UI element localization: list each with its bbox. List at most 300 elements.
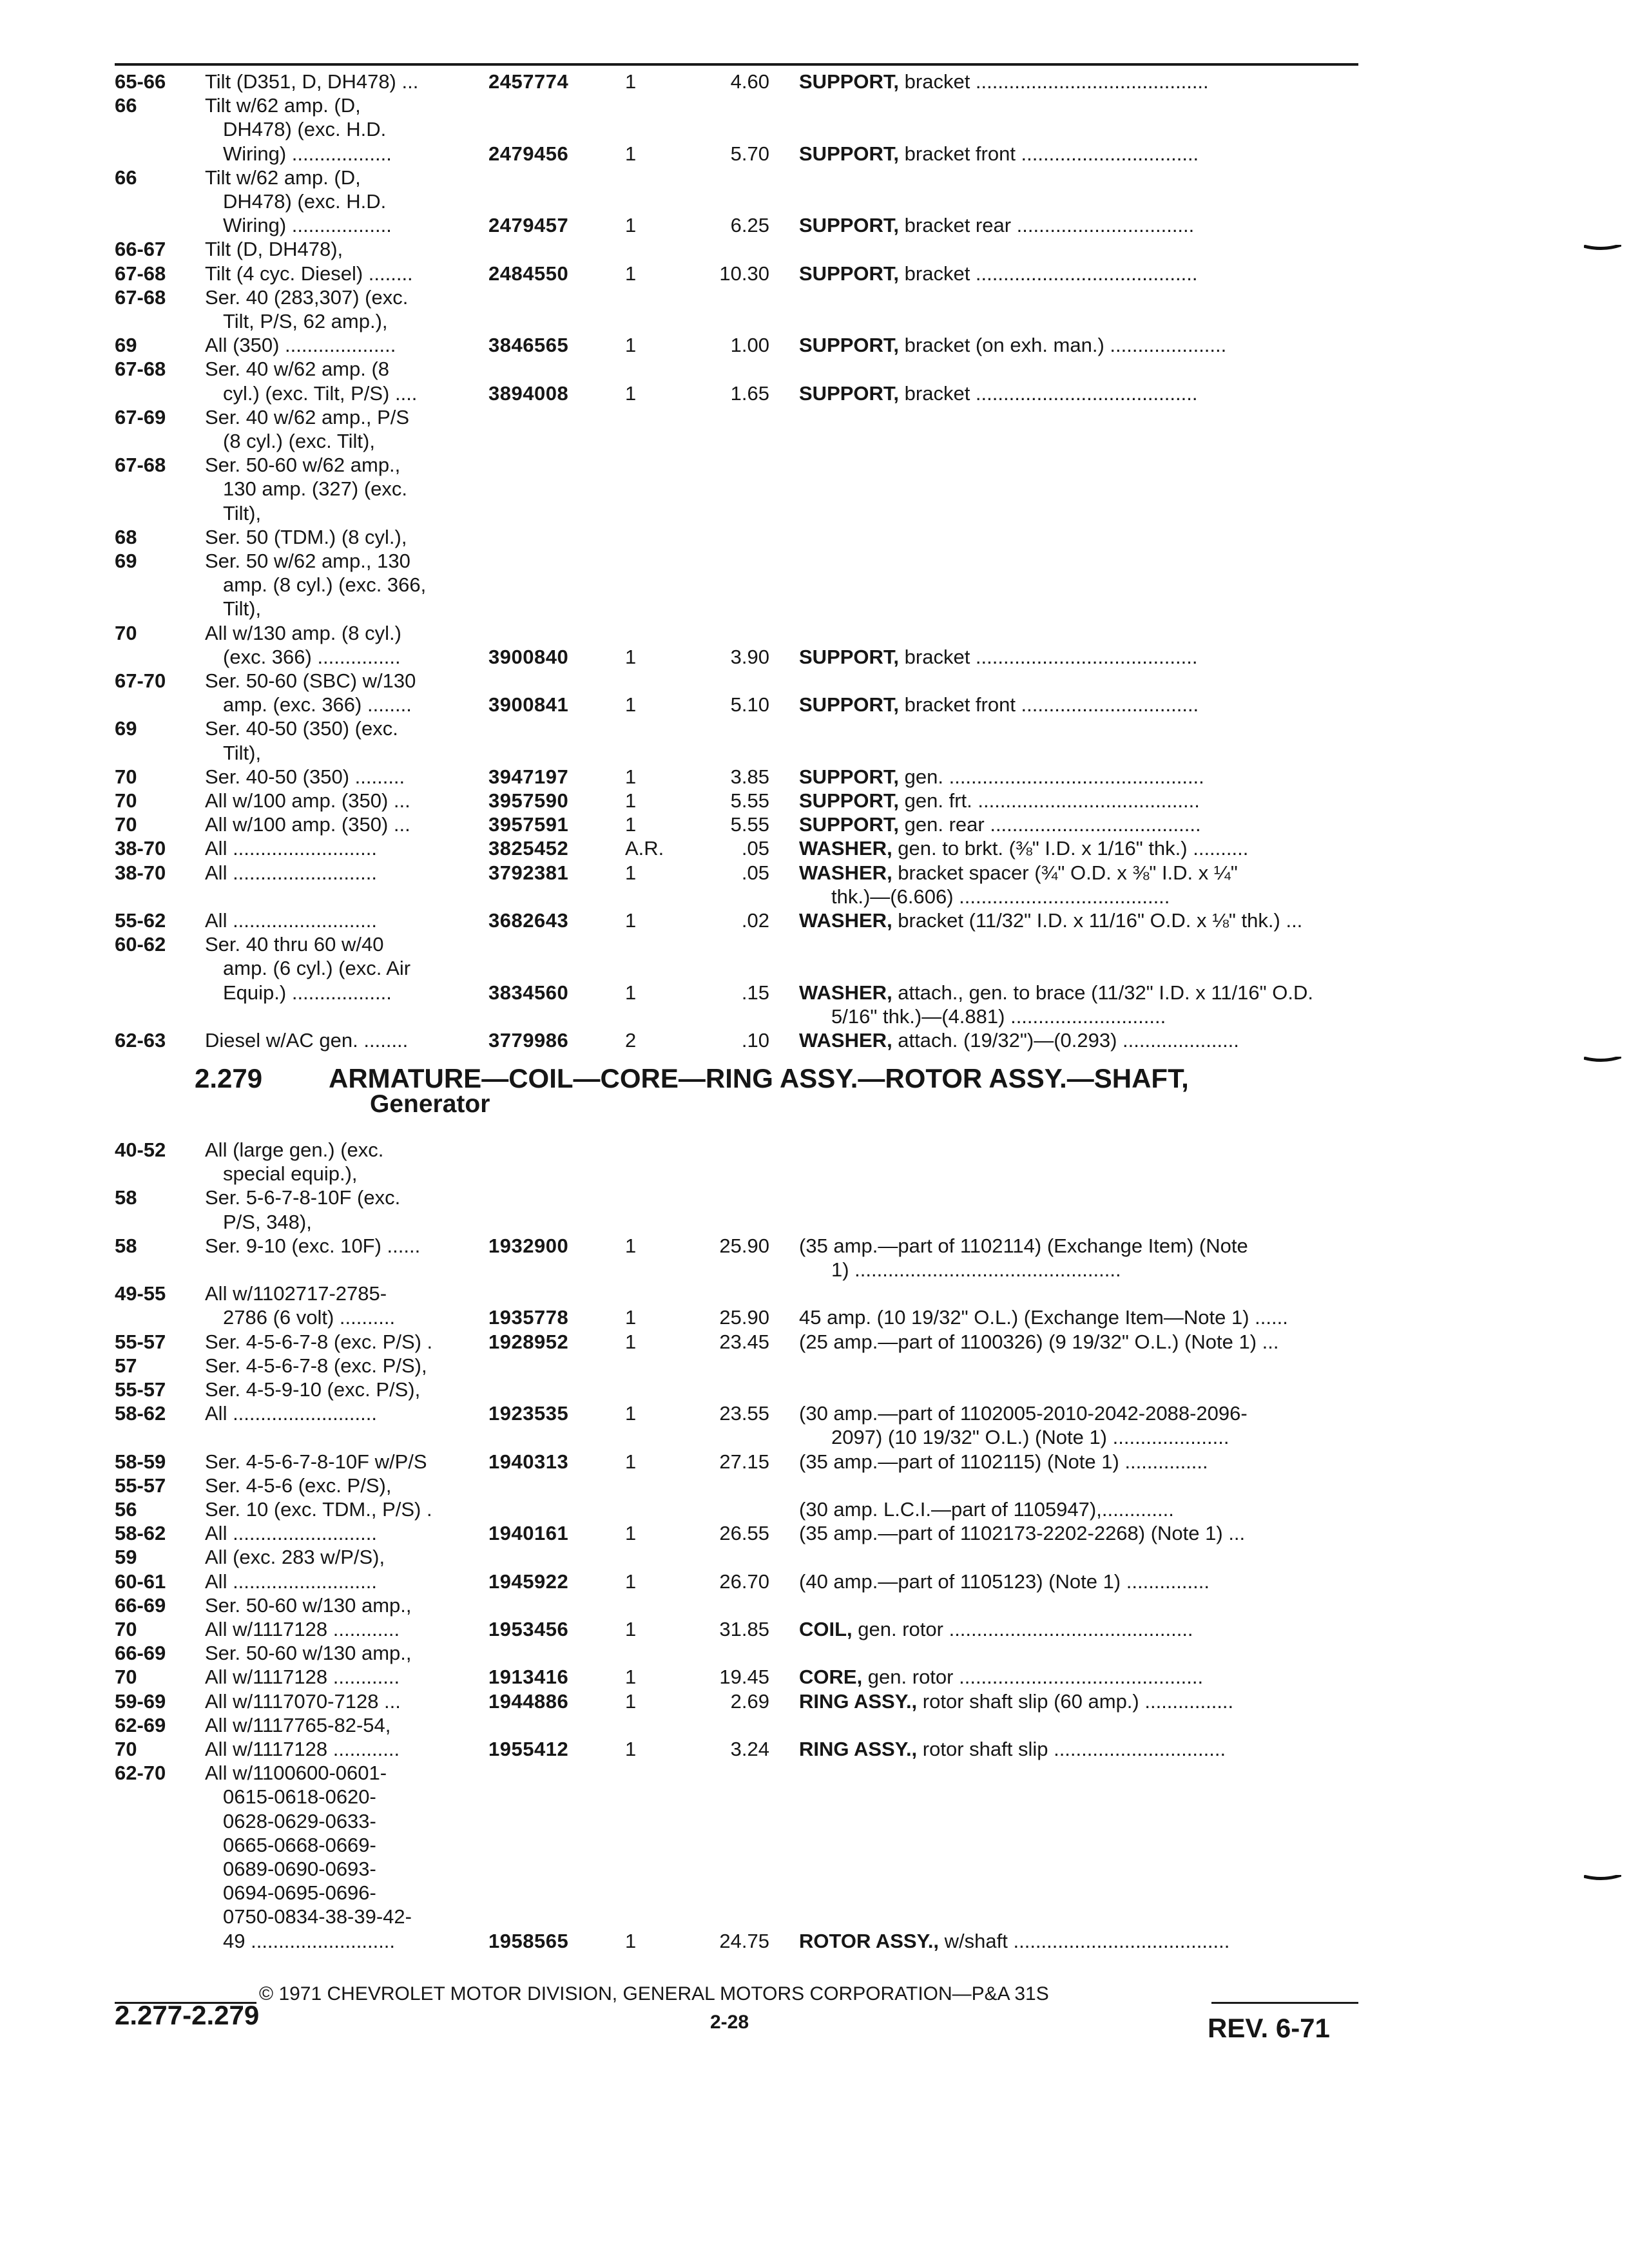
application: All (350) .................... [205,334,396,357]
part-number: 3792381 [488,861,569,884]
catalog-row [0,238,1629,260]
application: Ser. 40-50 (350) (exc. [205,717,398,740]
part-name: ROTOR ASSY., [799,1929,940,1952]
catalog-row [0,167,1629,189]
footer-section-range: 2.277-2.279 [115,2000,260,2030]
catalog-row [0,1523,1629,1544]
catalog-row [0,646,1629,668]
catalog-row [0,119,1629,140]
part-name: SUPPORT, [799,262,900,285]
list-price: 6.25 [730,214,769,237]
list-price: .05 [741,861,769,884]
catalog-row [0,598,1629,620]
catalog-row [0,1691,1629,1713]
application: Ser. 4-5-6-7-8 (exc. P/S) . [205,1330,433,1353]
part-description: gen. to brkt. (⅜" I.D. x 1/16" thk.) .......... [892,837,1249,860]
application: Ser. 50 w/62 amp., 130 [205,550,410,572]
catalog-row [0,191,1629,213]
part-number: 3957590 [488,789,569,812]
part-description: 2097) (10 19/32" O.L.) (Note 1) ..................... [831,1426,1229,1449]
application: special equip.), [223,1162,358,1186]
quantity: A.R. [625,837,664,860]
model-years: 62-70 [115,1762,166,1785]
model-years: 70 [115,765,137,788]
part-name: SUPPORT, [799,645,900,668]
part-name: WASHER, [799,861,892,884]
part-description: 5/16" thk.)—(4.881) ............................ [831,1004,1166,1028]
application: 49 .......................... [223,1929,396,1952]
footer-rule-right [1211,2002,1358,2004]
application: All w/130 amp. (8 cyl.) [205,621,401,644]
model-years: 58-62 [115,1402,166,1425]
list-price: .05 [741,837,769,860]
application: 2786 (6 volt) .......... [223,1306,396,1329]
part-description: bracket (11/32" I.D. x 11/16" O.D. x ⅛" thk.) ... [892,909,1303,932]
application: Equip.) .................. [223,981,392,1004]
catalog-row [0,1930,1629,1952]
application: DH478) (exc. H.D. [223,190,387,213]
application: 0694-0695-0696- [223,1881,376,1905]
quantity: 1 [625,1522,637,1545]
part-description: (35 amp.—part of 1102173-2202-2268) (Note 1) ... [799,1522,1246,1545]
description [799,814,1201,836]
part-number: 2457774 [488,70,569,93]
part-description: (40 amp.—part of 1105123) (Note 1) ............... [799,1570,1210,1593]
footer-copyright: © 1971 CHEVROLET MOTOR DIVISION, GENERAL MOTORS CORPORATION—P&A 31S [259,1983,1049,2004]
catalog-row [0,742,1629,764]
description [831,1259,1121,1281]
list-price: 25.90 [719,1306,769,1329]
application: Ser. 50-60 w/62 amp., [205,454,401,477]
part-description: bracket spacer (¾" O.D. x ⅜" I.D. x ¼" [892,861,1238,884]
part-description: bracket front ................................ [899,693,1199,716]
description [799,71,1209,93]
part-number: 3900840 [488,645,569,668]
model-years: 38-70 [115,837,166,860]
catalog-row [0,1475,1629,1497]
list-price: 25.90 [719,1234,769,1257]
part-description: gen. .............................................. [899,765,1204,788]
part-number: 1940161 [488,1522,569,1545]
catalog-row [0,407,1629,428]
model-years: 67-69 [115,405,166,428]
footer-page-number: 2-28 [710,2012,749,2033]
list-price: 5.70 [730,142,769,165]
part-name: SUPPORT, [799,789,900,812]
application: Tilt w/62 amp. (D, [205,166,361,189]
quantity: 1 [625,70,637,93]
part-number: 1945922 [488,1570,569,1593]
application: amp. (8 cyl.) (exc. 366, [223,573,427,597]
application: 0615-0618-0620- [223,1785,376,1809]
catalog-row [0,215,1629,236]
application: All w/100 amp. (350) ... [205,789,410,812]
part-number: 1935778 [488,1306,569,1329]
catalog-row [0,334,1629,356]
application: Ser. 40 (283,307) (exc. [205,285,409,309]
description [799,790,1200,812]
catalog-row [0,1427,1629,1448]
part-name: RING ASSY., [799,1738,918,1760]
catalog-row [0,1139,1629,1161]
quantity: 1 [625,1402,637,1425]
application: Wiring) .................. [223,214,392,237]
description [799,1499,1174,1521]
application: 130 amp. (327) (exc. [223,477,408,501]
model-years: 40-52 [115,1139,166,1161]
quantity: 1 [625,1738,637,1760]
quantity: 1 [625,214,637,237]
catalog-row [0,263,1629,285]
catalog-row [0,1379,1629,1401]
application: Tilt (4 cyc. Diesel) ........ [205,262,413,285]
part-description: 1) ................................................ [831,1258,1121,1281]
catalog-row [0,1283,1629,1305]
catalog-row [0,838,1629,860]
description [831,886,1170,908]
model-years: 69 [115,717,137,740]
model-years: 55-62 [115,909,166,932]
list-price: 24.75 [719,1929,769,1952]
application: Ser. 50-60 w/130 amp., [205,1642,412,1665]
model-years: 55-57 [115,1330,166,1353]
catalog-row [0,1546,1629,1568]
catalog-row [0,287,1629,309]
application: DH478) (exc. H.D. [223,118,387,141]
catalog-row [0,1331,1629,1353]
quantity: 1 [625,1929,637,1952]
application: amp. (exc. 366) ........ [223,693,412,716]
description [799,1930,1229,1952]
catalog-row [0,1858,1629,1880]
catalog-row [0,550,1629,572]
part-name: SUPPORT, [799,334,900,357]
list-price: 26.70 [719,1570,769,1593]
application: 0750-0834-38-39-42- [223,1905,412,1928]
catalog-row [0,311,1629,332]
part-description: bracket rear ................................ [899,214,1195,237]
application: All w/1117128 ............ [205,1666,400,1689]
part-name: SUPPORT, [799,214,900,237]
description [831,1006,1166,1028]
description [799,1403,1248,1425]
catalog-row [0,1235,1629,1257]
catalog-row [0,503,1629,524]
part-name: CORE, [799,1666,863,1689]
catalog-row [0,886,1629,908]
catalog-row [0,478,1629,500]
catalog-row [0,814,1629,836]
model-years: 70 [115,1666,137,1689]
part-description: (30 amp.—part of 1102005-2010-2042-2088-2096- [799,1402,1248,1425]
quantity: 1 [625,1450,637,1473]
description [799,1691,1233,1713]
model-years: 70 [115,1738,137,1760]
catalog-row [0,358,1629,380]
part-description: bracket ........................................ [899,262,1198,285]
part-name: SUPPORT, [799,693,900,716]
part-description: (25 amp.—part of 1100326) (9 19/32" O.L.) (Note 1) ... [799,1330,1279,1353]
catalog-row [0,1307,1629,1329]
part-name: SUPPORT, [799,813,900,836]
application: Ser. 4-5-6-7-8-10F w/P/S [205,1450,427,1473]
part-number: 1953456 [488,1618,569,1640]
part-number: 1928952 [488,1330,569,1353]
part-description: bracket ........................................ [899,381,1198,405]
description [799,215,1194,236]
list-price: 3.85 [730,765,769,788]
quantity: 1 [625,693,637,716]
application: Ser. 4-5-6-7-8 (exc. P/S), [205,1354,427,1377]
catalog-row [0,1030,1629,1052]
list-price: 3.90 [730,645,769,668]
list-price: 10.30 [719,262,769,285]
description [799,646,1197,668]
part-number: 3894008 [488,381,569,405]
catalog-row [0,430,1629,452]
model-years: 58 [115,1234,137,1257]
quantity: 1 [625,813,637,836]
quantity: 1 [625,861,637,884]
application: All .......................... [205,1570,377,1593]
application: Tilt), [223,501,262,524]
application: All .......................... [205,1522,377,1545]
description [799,694,1199,716]
part-name: RING ASSY., [799,1689,918,1713]
catalog-row [0,1882,1629,1904]
application: All w/1100600-0601- [205,1762,387,1785]
application: Tilt w/62 amp. (D, [205,94,361,117]
description [799,1571,1210,1593]
part-name: SUPPORT, [799,142,900,165]
model-years: 62-69 [115,1713,166,1736]
catalog-row [0,1762,1629,1784]
application: All w/1102717-2785- [205,1282,387,1305]
catalog-row [0,454,1629,476]
description [799,383,1197,405]
catalog-row [0,526,1629,548]
part-description: gen. rotor ............................................ [862,1666,1204,1689]
list-price: 23.45 [719,1330,769,1353]
description [799,766,1204,788]
part-number: 3846565 [488,334,569,357]
description [799,1451,1208,1473]
part-number: 1958565 [488,1929,569,1952]
part-description: 45 amp. (10 19/32" O.L.) (Exchange Item—Note 1) ...... [799,1306,1288,1329]
list-price: .02 [741,909,769,932]
part-name: SUPPORT, [799,765,900,788]
application: 0628-0629-0633- [223,1809,376,1832]
application: All (large gen.) (exc. [205,1139,384,1161]
catalog-row [0,143,1629,165]
list-price: 31.85 [719,1618,769,1640]
application: Tilt), [223,741,262,764]
model-years: 38-70 [115,861,166,884]
list-price: 4.60 [730,70,769,93]
part-description: gen. frt. ........................................ [899,789,1200,812]
part-number: 1955412 [488,1738,569,1760]
catalog-row [0,982,1629,1004]
application: (exc. 366) ............... [223,645,401,668]
list-price: .15 [741,981,769,1004]
catalog-row [0,1811,1629,1832]
application: Ser. 4-5-9-10 (exc. P/S), [205,1378,421,1401]
part-number: 3779986 [488,1029,569,1052]
quantity: 1 [625,1689,637,1713]
application: Wiring) .................. [223,142,392,165]
description [799,334,1226,356]
model-years: 58 [115,1186,137,1209]
catalog-row [0,622,1629,644]
description [799,838,1248,860]
list-price: 19.45 [719,1666,769,1689]
part-number: 1940313 [488,1450,569,1473]
part-name: COIL, [799,1618,853,1640]
application: 0689-0690-0693- [223,1858,376,1880]
model-years: 66 [115,94,137,117]
model-years: 67-68 [115,262,166,285]
catalog-row [0,574,1629,596]
catalog-row [0,1642,1629,1664]
catalog-row [0,1259,1629,1281]
part-description: gen. rotor ............................................ [852,1618,1193,1640]
part-name: WASHER, [799,1029,892,1052]
catalog-row [0,1834,1629,1856]
part-name: SUPPORT, [799,381,900,405]
model-years: 67-68 [115,358,166,381]
part-number: 1913416 [488,1666,569,1689]
model-years: 49-55 [115,1282,166,1305]
part-name: WASHER, [799,909,892,932]
catalog-row [0,383,1629,405]
description [799,1307,1288,1329]
catalog-row [0,862,1629,884]
part-number: 2479457 [488,214,569,237]
model-years: 70 [115,789,137,812]
quantity: 2 [625,1029,637,1052]
application: Ser. 9-10 (exc. 10F) ...... [205,1234,421,1257]
quantity: 1 [625,381,637,405]
quantity: 1 [625,262,637,285]
catalog-row [0,910,1629,932]
catalog-row [0,670,1629,692]
part-description: rotor shaft slip ............................... [917,1738,1226,1760]
description [799,1235,1248,1257]
application: All .......................... [205,861,377,884]
part-description: bracket front ................................ [899,142,1199,165]
model-years: 66-69 [115,1593,166,1617]
application: P/S, 348), [223,1210,312,1233]
part-number: 1944886 [488,1689,569,1713]
application: Ser. 40 thru 60 w/40 [205,933,384,956]
part-number: 3682643 [488,909,569,932]
application: Ser. 40 w/62 amp. (8 [205,358,390,381]
application: Ser. 50 (TDM.) (8 cyl.), [205,525,407,548]
catalog-row [0,1403,1629,1425]
description [799,1619,1193,1640]
model-years: 66-69 [115,1642,166,1665]
application: Ser. 50-60 (SBC) w/130 [205,669,416,692]
application: Ser. 5-6-7-8-10F (exc. [205,1186,401,1209]
model-years: 69 [115,334,137,357]
application: All w/1117765-82-54, [205,1713,391,1736]
margin-mark [1584,1057,1621,1063]
catalog-row [0,1211,1629,1233]
description [799,143,1199,165]
part-number: 3825452 [488,837,569,860]
catalog-row [0,1715,1629,1736]
list-price: 5.55 [730,813,769,836]
model-years: 66 [115,166,137,189]
part-number: 2479456 [488,142,569,165]
quantity: 1 [625,1330,637,1353]
application: Tilt (D, DH478), [205,238,343,261]
quantity: 1 [625,142,637,165]
application: amp. (6 cyl.) (exc. Air [223,957,411,980]
part-description: attach., gen. to brace (11/32" I.D. x 11/16" O.D. [892,981,1313,1004]
description [831,1427,1229,1448]
model-years: 56 [115,1498,137,1521]
model-years: 66-67 [115,238,166,261]
list-price: 2.69 [730,1689,769,1713]
model-years: 70 [115,813,137,836]
model-years: 57 [115,1354,137,1377]
model-years: 67-68 [115,454,166,477]
part-description: bracket .......................................... [899,70,1209,93]
application: Diesel w/AC gen. ........ [205,1029,409,1052]
catalog-row [0,718,1629,740]
part-description: w/shaft ....................................... [939,1929,1230,1952]
application: All w/1117128 ............ [205,1618,400,1640]
model-years: 69 [115,550,137,572]
section-number: 2.279 [195,1063,263,1093]
model-years: 55-57 [115,1474,166,1497]
quantity: 1 [625,1306,637,1329]
catalog-row [0,1163,1629,1185]
model-years: 59 [115,1546,137,1569]
description [799,1666,1203,1688]
part-number: 3834560 [488,981,569,1004]
application: Tilt), [223,597,262,620]
catalog-row [0,766,1629,788]
application: cyl.) (exc. Tilt, P/S) .... [223,381,418,405]
catalog-row [0,1006,1629,1028]
catalog-row [0,1571,1629,1593]
quantity: 1 [625,909,637,932]
application: All (exc. 283 w/P/S), [205,1546,385,1569]
catalog-row [0,790,1629,812]
description [799,1523,1245,1544]
part-number: 3957591 [488,813,569,836]
catalog-row [0,694,1629,716]
list-price: 26.55 [719,1522,769,1545]
catalog-row [0,1738,1629,1760]
quantity: 1 [625,981,637,1004]
part-number: 3900841 [488,693,569,716]
application: All .......................... [205,909,377,932]
quantity: 1 [625,645,637,668]
catalog-row [0,1666,1629,1688]
application: Ser. 50-60 w/130 amp., [205,1593,412,1617]
application: Ser. 40 w/62 amp., P/S [205,405,410,428]
description [799,1030,1239,1052]
model-years: 60-62 [115,933,166,956]
catalog-row [0,934,1629,956]
part-name: WASHER, [799,981,892,1004]
application: All w/1117128 ............ [205,1738,400,1760]
footer-revision: REV. 6-71 [1208,2013,1330,2043]
application: Ser. 4-5-6 (exc. P/S), [205,1474,392,1497]
